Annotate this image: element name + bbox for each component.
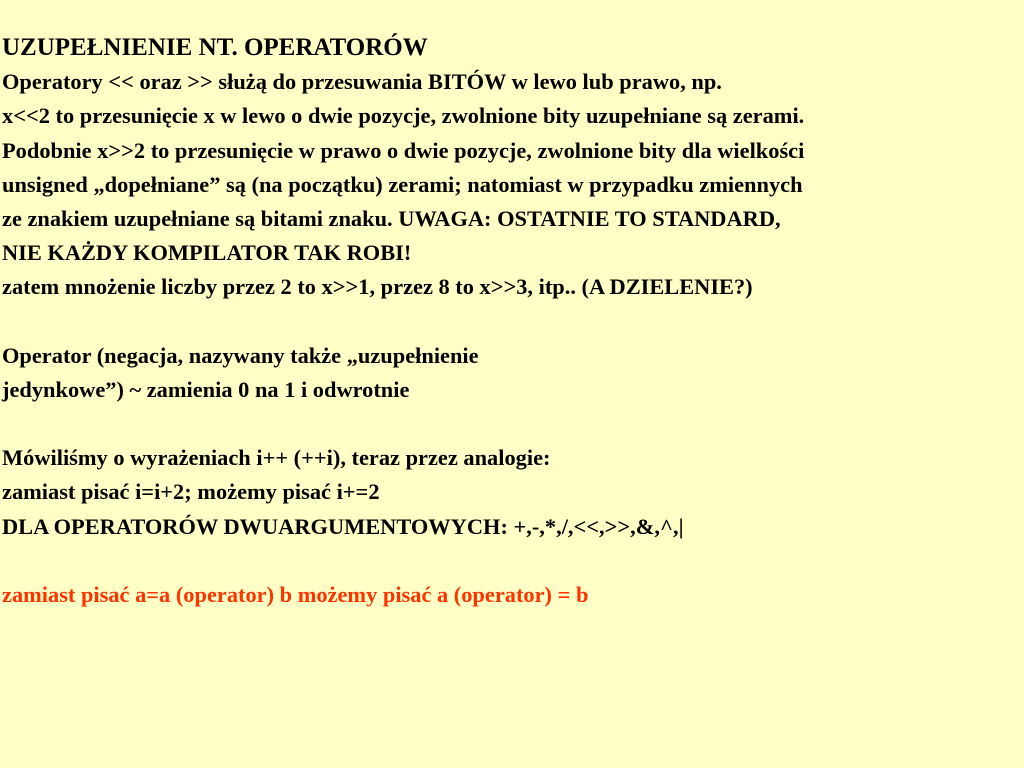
text-line: NIE KAŻDY KOMPILATOR TAK ROBI! — [2, 240, 412, 266]
text-line: zamiast pisać i=i+2; możemy pisać i+=2 — [2, 479, 380, 505]
highlighted-text-line: zamiast pisać a=a (operator) b możemy pisać a (operator) = b — [2, 582, 589, 607]
text-line: Operator (negacja, nazywany także „uzupełnienie — [2, 342, 479, 368]
text-line: ze znakiem uzupełniane są bitami znaku. UWAGA: OSTATNIE TO STANDARD, — [2, 205, 781, 231]
paragraph-spacer — [2, 407, 1022, 441]
text-line: Podobnie x>>2 to przesunięcie w prawo o dwie pozycje, zwolnione bity dla wielkości — [2, 137, 805, 163]
paragraph-spacer — [2, 305, 1022, 339]
text-line: Mówiliśmy o wyrażeniach i++ (++i), teraz przez analogie: — [2, 445, 551, 471]
paragraph-spacer — [2, 544, 1022, 578]
slide-text-block — [2, 31, 1022, 612]
text-line: unsigned „dopełniane” są (na początku) zerami; natomiast w przypadku zmiennych — [2, 171, 803, 197]
text-line: zatem mnożenie liczby przez 2 to x>>1, przez 8 to x>>3, itp.. (A DZIELENIE?) — [2, 274, 753, 300]
slide-title: UZUPEŁNIENIE NT. OPERATORÓW — [2, 34, 428, 61]
text-line: jedynkowe”) ~ zamienia 0 na 1 i odwrotnie — [2, 376, 410, 402]
text-line: x<<2 to przesunięcie x w lewo o dwie pozycje, zwolnione bity uzupełniane są zerami. — [2, 103, 805, 129]
text-line: DLA OPERATORÓW DWUARGUMENTOWYCH: +,-,*,/,<<,>>,&,^,| — [2, 513, 684, 539]
text-line: Operatory << oraz >> służą do przesuwania BITÓW w lewo lub prawo, np. — [2, 69, 722, 95]
